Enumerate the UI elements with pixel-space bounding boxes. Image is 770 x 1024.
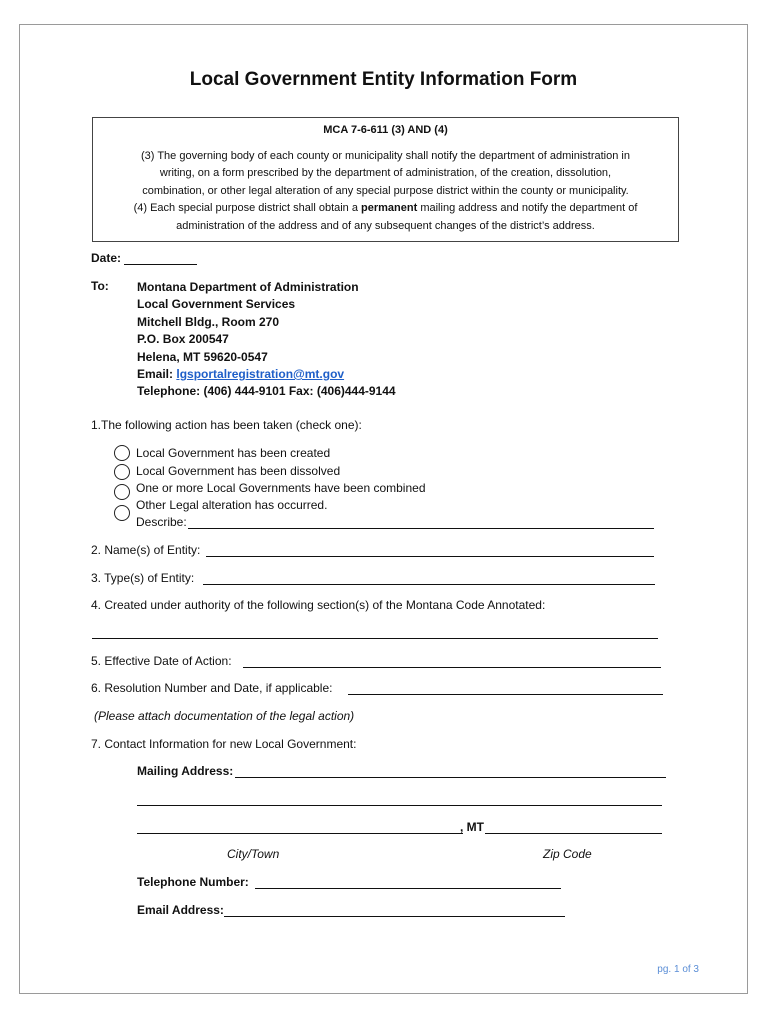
code-sections-field[interactable]	[92, 638, 658, 639]
mailing-address-field-2[interactable]	[137, 805, 662, 806]
form-title: Local Government Entity Information Form	[189, 69, 578, 90]
radio-combined[interactable]	[114, 484, 130, 500]
recipient-address	[137, 279, 396, 401]
q2-label: 2. Name(s) of Entity:	[91, 543, 201, 557]
mca-paragraph	[99, 148, 672, 236]
date-field[interactable]	[124, 252, 197, 265]
address-line1: Montana Department of Administration	[137, 280, 359, 294]
state-mt: , MT	[460, 820, 484, 834]
mailing-address-label: Mailing Address:	[137, 764, 234, 778]
effective-date-field[interactable]	[243, 667, 661, 668]
email-label: Email:	[137, 367, 177, 382]
option-other: Other Legal alteration has occurred.	[136, 498, 328, 512]
q6-note: (Please attach documentation of the legal action)	[94, 709, 355, 723]
q3-label: 3. Type(s) of Entity:	[91, 571, 195, 585]
mailing-address-field[interactable]	[235, 777, 666, 778]
option-dissolved: Local Government has been dissolved	[136, 464, 341, 478]
address-line5: Helena, MT 59620-0547	[137, 349, 268, 364]
telephone-label: Telephone Number:	[137, 875, 249, 889]
option-created: Local Government has been created	[136, 446, 331, 460]
radio-dissolved[interactable]	[114, 464, 130, 480]
email-address-field[interactable]	[224, 916, 565, 917]
entity-type-field[interactable]	[203, 584, 655, 585]
zip-caption: Zip Code	[543, 847, 592, 861]
entity-name-field[interactable]	[206, 556, 654, 557]
page-number: pg. 1 of 3	[657, 964, 699, 975]
to-label: To:	[91, 279, 109, 293]
address-line3: Mitchell Bldg., Room 270	[137, 314, 280, 329]
date-label: Date:	[91, 251, 122, 265]
zip-field[interactable]	[485, 833, 662, 834]
describe-label: Describe:	[136, 515, 187, 529]
address-email-row	[137, 366, 396, 383]
mca-para4-line2: administration of the address and of any subsequent changes of the district’s address.	[176, 219, 595, 232]
radio-other[interactable]	[114, 505, 130, 521]
option-combined: One or more Local Governments have been combined	[136, 481, 426, 495]
mca-para3-line3: combination, or other legal alteration of any special purpose district within the county or municipality.	[142, 184, 629, 197]
q5-label: 5. Effective Date of Action:	[91, 654, 232, 668]
mca-para4-post: mailing address and notify the department of	[417, 202, 638, 214]
mca-para3-line1: (3) The governing body of each county or municipality shall notify the department of administration in	[141, 149, 630, 162]
email-address-label: Email Address:	[137, 903, 224, 917]
mca-para3-line2: writing, on a form prescribed by the department of administration, of the creation, dissolution,	[159, 167, 612, 179]
email-link[interactable]: lgsportalregistration@mt.gov	[176, 367, 345, 382]
form-page	[19, 24, 748, 994]
address-phone: Telephone: (406) 444-9101 Fax: (406)444-9144	[137, 384, 396, 399]
telephone-field[interactable]	[255, 888, 561, 889]
mca-para4-line1	[99, 200, 672, 218]
mca-heading: MCA 7-6-611 (3) AND (4)	[323, 124, 448, 136]
q4-label: 4. Created under authority of the following section(s) of the Montana Code Annotated:	[91, 598, 546, 612]
radio-created[interactable]	[114, 445, 130, 461]
q7-label: 7. Contact Information for new Local Government:	[91, 737, 357, 751]
address-line4: P.O. Box 200547	[137, 332, 229, 347]
city-caption: City/Town	[227, 847, 280, 861]
date-row	[91, 251, 197, 265]
mca-para4-pre: (4) Each special purpose district shall obtain a	[133, 202, 362, 214]
mca-statute-box	[92, 117, 679, 242]
city-field[interactable]	[137, 833, 463, 834]
mca-para4-bold: permanent	[361, 202, 418, 214]
q1-label: 1.The following action has been taken (check one):	[91, 418, 362, 432]
q6-label: 6. Resolution Number and Date, if applicable:	[91, 681, 333, 695]
describe-field[interactable]	[188, 528, 654, 529]
address-line2: Local Government Services	[137, 297, 296, 312]
resolution-field[interactable]	[348, 694, 663, 695]
